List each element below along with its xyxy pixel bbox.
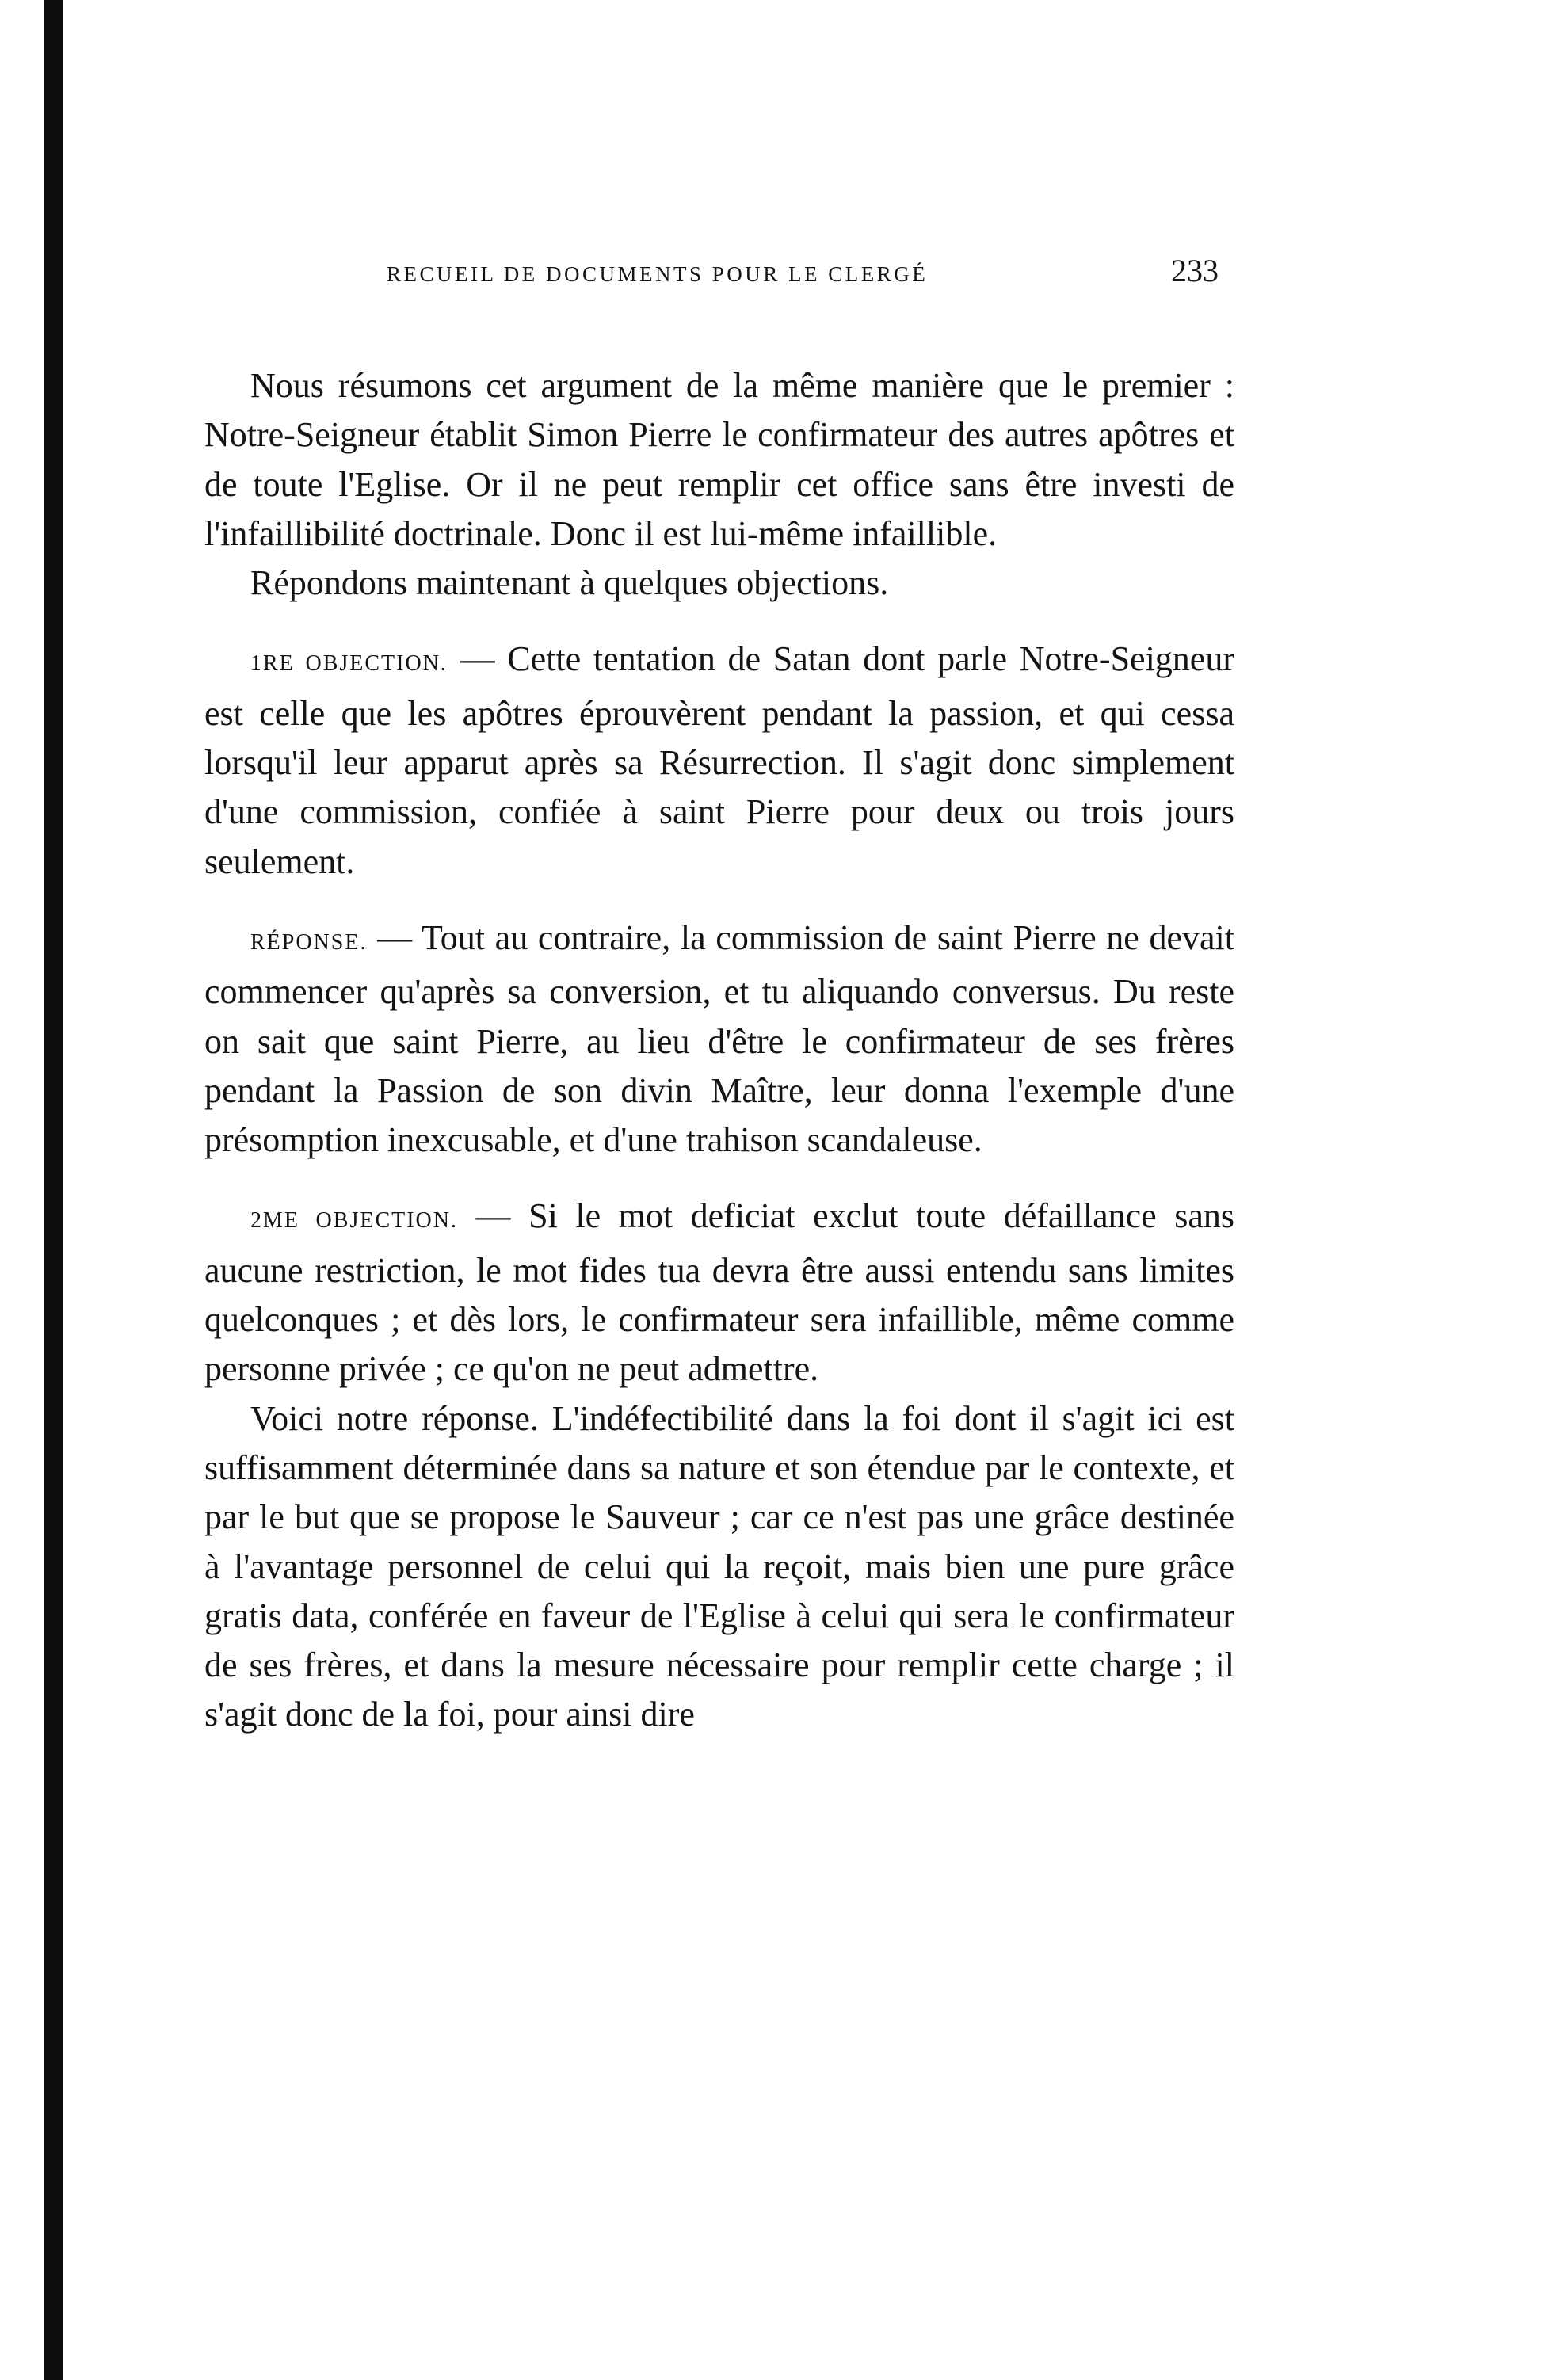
paragraph-text: — Si le mot deficiat exclut toute défaillance sans aucune restriction, le mot fides tua devra être aussi entendu sans limites quelconques ; et dès lors, le confirmateur sera infaillible, même comme personne privée ; ce qu'on ne peut admettre. [204,1196,1234,1389]
scan-left-edge [44,0,63,2380]
paragraph-text: — Cette tentation de Satan dont parle Notre-Seigneur est celle que les apôtres éprouvèrent pendant la passion, et qui cessa lorsqu'il leur apparut après sa Résurrection. Il s'agit donc simplement d'une commission, confiée à saint Pierre pour deux ou trois jours seulement. [204,639,1234,881]
paragraph-lead: 2ME OBJECTION. [250,1208,458,1234]
paragraph-first-objection [204,635,1234,886]
paragraph-text: — Tout au contraire, la commission de saint Pierre ne devait commencer qu'après sa conversion, et tu aliquando conversus. Du reste on sait que saint Pierre, au lieu d'être le confirmateur de ses frères pendant la Passion de son divin Maître, leur donna l'exemple d'une présomption inexcusable, et d'une trahison scandaleuse. [204,917,1234,1160]
paragraph-argument-summary [204,361,1234,559]
book-page [204,252,1234,1740]
paragraph-response [204,913,1234,1165]
running-head [204,252,1234,299]
paragraph-second-objection [204,1192,1234,1394]
body-text [204,361,1234,1740]
page-number: 233 [1171,253,1219,288]
paragraph-answer [204,1394,1234,1740]
paragraph-lead: 1RE OBJECTION. [250,651,448,677]
paragraph-lead: RÉPONSE. [250,929,368,955]
paragraph-text: Répondons maintenant à quelques objections. [250,563,889,603]
paragraph-objections-intro [204,559,1234,608]
running-title: RECUEIL DE DOCUMENTS POUR LE CLERGÉ [387,262,929,286]
paragraph-text: Voici notre réponse. L'indéfectibilité dans la foi dont il s'agit ici est suffisamment déterminée dans sa nature et son étendue par le contexte, et par le but que se propose le Sauveur ; car ce n'est pas une grâce destinée à l'avantage personnel de celui qui la reçoit, mais bien une pure grâce gratis data, conférée en faveur de l'Eglise à celui qui sera le confirmateur de ses frères, et dans la mesure nécessaire pour remplir cette charge ; il s'agit donc de la foi, pour ainsi dire [204,1398,1234,1734]
paragraph-text: Nous résumons cet argument de la même manière que le premier : Notre-Seigneur établit Simon Pierre le confirmateur des autres apôtres et de toute l'Eglise. Or il ne peut remplir cet office sans être investi de l'infaillibilité doctrinale. Donc il est lui-même infaillible. [204,366,1234,553]
